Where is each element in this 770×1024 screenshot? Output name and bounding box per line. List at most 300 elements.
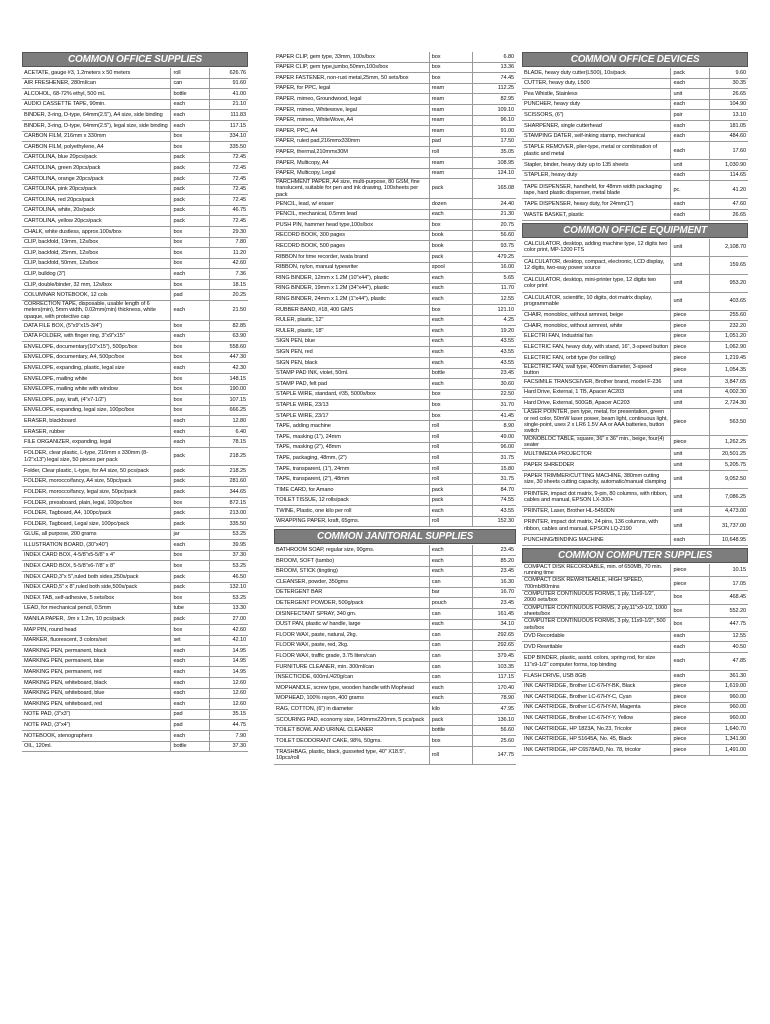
- item-unit: piece: [671, 331, 710, 342]
- item-price: 9.60: [710, 68, 748, 78]
- item-description: CLIP, bulldog (3"): [22, 269, 171, 280]
- item-price: 11.20: [210, 248, 248, 259]
- item-unit: roll: [429, 746, 473, 764]
- item-unit: pack: [171, 216, 210, 227]
- table-row: [274, 495, 516, 506]
- item-price: 7.90: [210, 730, 248, 741]
- item-description: FOLDER, morocco/fancy, A4 size, 50pc/pack: [22, 476, 171, 487]
- item-unit: each: [171, 416, 210, 427]
- item-unit: piece: [671, 352, 710, 363]
- table-row: [22, 426, 248, 437]
- item-unit: pack: [171, 448, 210, 466]
- item-price: 30.35: [710, 78, 748, 89]
- table-row: [22, 624, 248, 635]
- item-description: CHAIR, monobloc, without armrest, beige: [522, 310, 671, 321]
- item-unit: pad: [171, 720, 210, 731]
- item-price: 117.15: [210, 120, 248, 131]
- item-price: 39.95: [210, 540, 248, 551]
- table-row: [22, 163, 248, 174]
- item-unit: box: [171, 593, 210, 604]
- item-price: 147.75: [473, 746, 516, 764]
- item-price: 84.70: [473, 485, 516, 496]
- item-unit: unit: [671, 160, 710, 171]
- item-unit: unit: [671, 239, 710, 257]
- item-unit: each: [671, 209, 710, 220]
- table-row: [22, 677, 248, 688]
- item-description: CARBON FILM, 216mm x 330mm: [22, 131, 171, 142]
- item-price: 43.55: [473, 347, 516, 358]
- table-row: [274, 157, 516, 168]
- item-price: 72.45: [210, 152, 248, 163]
- item-price: 31.75: [473, 474, 516, 485]
- item-description: DATA FOLDER, with finger ring, 3"x9"x15": [22, 331, 171, 342]
- item-price: 1,054.35: [710, 363, 748, 377]
- item-description: TAPE DISPENSER, heavy duty, for 24mm(1"): [522, 199, 671, 210]
- table-row: [274, 220, 516, 231]
- item-description: MARKING PEN, whiteboard, red: [22, 699, 171, 710]
- item-price: 109.10: [473, 104, 516, 115]
- table-row: [522, 745, 748, 756]
- column-right: [522, 52, 748, 758]
- table-row: [522, 713, 748, 724]
- item-price: 281.60: [210, 476, 248, 487]
- item-description: PRINTER, Laser, Brother HL-5450DN: [522, 506, 671, 517]
- table-row: [274, 432, 516, 443]
- item-description: NOTE PAD, (3"x3"): [22, 709, 171, 720]
- table-row: [274, 693, 516, 704]
- table-row: [274, 273, 516, 284]
- item-unit: roll: [429, 421, 473, 432]
- item-price: 403.65: [710, 292, 748, 310]
- item-price: 12.60: [210, 699, 248, 710]
- section-header: COMMON JANITORIAL SUPPLIES: [274, 529, 516, 544]
- table-row: [522, 642, 748, 653]
- item-price: 479.25: [473, 251, 516, 262]
- item-price: 18.15: [210, 279, 248, 290]
- item-price: 42.10: [210, 635, 248, 646]
- item-price: 34.10: [473, 619, 516, 630]
- item-unit: box: [171, 237, 210, 248]
- item-price: 82.85: [210, 320, 248, 331]
- item-unit: bar: [429, 587, 473, 598]
- item-description: RING BINDER, 12mm x 1.2M (10"x44"), plastic: [274, 273, 429, 284]
- item-price: 37.30: [210, 550, 248, 561]
- item-unit: pack: [429, 251, 473, 262]
- item-description: PAPER CLIP, gem type, 33mm, 100s/box: [274, 52, 429, 62]
- item-description: CALCULATOR, desktop, compact, electronic, LCD display, 12 digits, two-way power source: [522, 256, 671, 274]
- table-row: [274, 83, 516, 94]
- item-unit: each: [171, 437, 210, 448]
- item-description: PAPER, thermal,210mmx30M: [274, 147, 429, 158]
- item-price: 1,051.20: [710, 331, 748, 342]
- item-unit: book: [429, 230, 473, 241]
- item-unit: each: [429, 273, 473, 284]
- item-price: 104.90: [710, 99, 748, 110]
- item-description: FACSIMILE TRANSCEIVER, Brother brand, model F-236: [522, 377, 671, 388]
- item-unit: each: [171, 656, 210, 667]
- item-description: STAPLE WIRE, standard, #35, 5000s/box: [274, 389, 429, 400]
- item-description: TWINE, Plastic, one kilo per roll: [274, 506, 429, 517]
- table-row: [22, 561, 248, 572]
- item-description: RAG, COTTON, (6") in diameter: [274, 704, 429, 715]
- item-unit: spool: [429, 262, 473, 273]
- table-row: [22, 476, 248, 487]
- item-unit: pack: [429, 485, 473, 496]
- item-description: PAPER FASTENER, non-rust metal,25mm, 50 sets/box: [274, 73, 429, 84]
- table-row: [274, 421, 516, 432]
- table-row: [274, 336, 516, 347]
- table-row: [22, 656, 248, 667]
- section-header: COMMON OFFICE DEVICES: [522, 52, 748, 67]
- item-unit: box: [171, 342, 210, 353]
- item-unit: each: [671, 671, 710, 682]
- item-description: CHAIR, monobloc, without armrest, white: [522, 321, 671, 332]
- item-unit: box: [671, 591, 710, 605]
- table-row: [22, 582, 248, 593]
- item-price: 218.25: [210, 448, 248, 466]
- item-price: 255.60: [710, 310, 748, 321]
- item-description: INK CARTRIDGE, HP C6578A/D, No. 78, tricolor: [522, 745, 671, 756]
- item-price: 20.75: [473, 220, 516, 231]
- item-unit: pouch: [429, 598, 473, 609]
- item-description: ENVELOPE, documentary(10"x15"), 500pc/box: [22, 342, 171, 353]
- item-price: 72.45: [210, 216, 248, 227]
- item-unit: box: [171, 561, 210, 572]
- item-unit: roll: [429, 463, 473, 474]
- item-unit: roll: [171, 68, 210, 78]
- item-price: 344.65: [210, 487, 248, 498]
- item-description: MARKING PEN, whiteboard, black: [22, 677, 171, 688]
- item-unit: bottle: [171, 89, 210, 100]
- item-price: 152.30: [473, 516, 516, 527]
- item-description: DATA FILE BOX, (5"x9"x15-3/4"): [22, 320, 171, 331]
- item-price: 335.50: [210, 519, 248, 530]
- item-unit: piece: [671, 681, 710, 692]
- table-row: [22, 487, 248, 498]
- item-description: DETERGENT BAR: [274, 587, 429, 598]
- table-row: [274, 566, 516, 577]
- table-row: [22, 572, 248, 583]
- item-unit: can: [429, 661, 473, 672]
- item-unit: pack: [171, 152, 210, 163]
- item-price: 626.76: [210, 68, 248, 78]
- section: [274, 529, 516, 764]
- table-row: [522, 470, 748, 488]
- item-unit: each: [429, 347, 473, 358]
- item-price: 42.60: [210, 624, 248, 635]
- item-unit: unit: [671, 377, 710, 388]
- item-price: 53.25: [210, 593, 248, 604]
- table-row: [522, 591, 748, 605]
- item-unit: each: [671, 535, 710, 546]
- item-price: 1,030.90: [710, 160, 748, 171]
- table-row: [522, 577, 748, 591]
- item-price: 16.70: [473, 587, 516, 598]
- table-row: [22, 89, 248, 100]
- item-description: STAPLE WIRE, 23/13: [274, 400, 429, 411]
- table-row: [274, 640, 516, 651]
- item-price: 2,724.30: [710, 398, 748, 409]
- table-row: [22, 519, 248, 530]
- item-price: 47.95: [473, 704, 516, 715]
- item-description: PARCHMENT PAPER, A4 size, multi-purpose, 80 GSM, fine translucent, suitable for pen and ink drawing, 100sheets per pack: [274, 179, 429, 199]
- item-description: MANILA PAPER, .9m x 1.2m, 10 pcs/pack: [22, 614, 171, 625]
- table-row: [22, 142, 248, 153]
- item-description: TAPE, transparent, (2"), 48mm: [274, 474, 429, 485]
- item-unit: each: [429, 506, 473, 517]
- item-unit: roll: [429, 147, 473, 158]
- item-description: INK CARTRIDGE, HP 1823A, No.23, Tricolor: [522, 723, 671, 734]
- item-unit: pack: [171, 195, 210, 206]
- item-unit: ream: [429, 126, 473, 137]
- item-unit: dozen: [429, 199, 473, 210]
- table-row: [522, 387, 748, 398]
- item-description: FOLDER, clear plastic, L-type, 216mm x 330mm (8-1/2"x13") legal size, 50 pieces per pack: [22, 448, 171, 466]
- item-description: RECORD BOOK, 500 pages: [274, 241, 429, 252]
- item-price: 23.45: [473, 545, 516, 555]
- item-description: FLOOR WAX, traffic grade, 3.75 liters/can: [274, 651, 429, 662]
- table-row: [274, 315, 516, 326]
- section-header: COMMON COMPUTER SUPPLIES: [522, 548, 748, 563]
- item-description: ELECTRIC FAN, heavy duty, with stand, 16", 3-speed button: [522, 342, 671, 353]
- item-description: TOILET TISSUE, 12 rolls/pack: [274, 495, 429, 506]
- table-row: [22, 363, 248, 374]
- table-row: [22, 331, 248, 342]
- item-price: 7,086.25: [710, 488, 748, 506]
- item-price: 26.65: [710, 89, 748, 100]
- table-row: [522, 120, 748, 131]
- table-row: [22, 352, 248, 363]
- item-unit: each: [429, 315, 473, 326]
- table-row: [274, 347, 516, 358]
- item-description: PENCIL, lead, w/ eraser: [274, 199, 429, 210]
- item-description: ALCOHOL, 68-72% ethyl, 500 mL: [22, 89, 171, 100]
- item-unit: can: [429, 651, 473, 662]
- table-row: [274, 714, 516, 725]
- item-price: 12.55: [710, 631, 748, 642]
- item-unit: ream: [429, 168, 473, 179]
- item-description: BLADE, heavy duty cutter(L500), 10s/pack: [522, 68, 671, 78]
- item-description: STAPLER, heavy duty: [522, 170, 671, 181]
- item-description: STAPLE WIRE, 23/17: [274, 410, 429, 421]
- item-description: TAPE, transparent, (1"), 24mm: [274, 463, 429, 474]
- item-unit: each: [171, 301, 210, 321]
- items-table: [274, 52, 516, 527]
- table-row: [274, 556, 516, 567]
- item-price: 17.05: [710, 577, 748, 591]
- item-unit: piece: [671, 435, 710, 449]
- item-description: INK CARTRIDGE, Brother LC-67HY-BK, Black: [522, 681, 671, 692]
- table-row: [522, 331, 748, 342]
- item-unit: roll: [429, 516, 473, 527]
- item-unit: each: [671, 642, 710, 653]
- table-row: [22, 730, 248, 741]
- item-unit: box: [429, 62, 473, 73]
- table-row: [274, 62, 516, 73]
- item-unit: bottle: [171, 741, 210, 752]
- table-row: [22, 699, 248, 710]
- table-row: [522, 692, 748, 703]
- table-row: [522, 292, 748, 310]
- item-price: 161.45: [473, 608, 516, 619]
- table-row: [22, 248, 248, 259]
- item-description: PAPER, for PPC, legal: [274, 83, 429, 94]
- table-row: [22, 120, 248, 131]
- item-price: 22.50: [473, 389, 516, 400]
- table-row: [22, 152, 248, 163]
- table-row: [22, 373, 248, 384]
- item-description: CARTOLINA, green 20pcs/pack: [22, 163, 171, 174]
- item-price: 35.15: [210, 709, 248, 720]
- item-description: Folder, Clear plastic, L-type, for A4 size, 50 pcs/pack: [22, 466, 171, 477]
- item-description: Hard Drive, External, 1 TB, Apacer AC203: [522, 387, 671, 398]
- item-description: INSECTICIDE, 600ml./420g/can: [274, 672, 429, 683]
- item-price: 447.30: [210, 352, 248, 363]
- table-row: [274, 389, 516, 400]
- item-description: CHALK, white dustless, approx.100s/box: [22, 226, 171, 237]
- item-price: 14.95: [210, 646, 248, 657]
- section: [522, 548, 748, 756]
- item-price: 148.15: [210, 373, 248, 384]
- table-row: [522, 671, 748, 682]
- item-price: 111.83: [210, 110, 248, 121]
- item-unit: box: [171, 352, 210, 363]
- table-row: [522, 142, 748, 160]
- item-description: DVD Rewritable: [522, 642, 671, 653]
- item-unit: pc.: [671, 181, 710, 199]
- item-unit: each: [171, 363, 210, 374]
- table-row: [274, 52, 516, 62]
- item-unit: each: [429, 336, 473, 347]
- items-table: [274, 545, 516, 764]
- item-description: RIBBON, nylon, manual typewriter: [274, 262, 429, 273]
- table-row: [22, 205, 248, 216]
- table-row: [274, 442, 516, 453]
- item-description: FOLDER, morocco/fancy, legal size, 50pc/pack: [22, 487, 171, 498]
- item-description: TAPE, adding machine: [274, 421, 429, 432]
- item-description: CARTOLINA, yellow 20pcs/pack: [22, 216, 171, 227]
- item-price: 1,491.00: [710, 745, 748, 756]
- item-unit: each: [171, 331, 210, 342]
- item-unit: ream: [429, 83, 473, 94]
- table-row: [522, 310, 748, 321]
- item-description: CALCULATOR, desktop, adding machine type, 12 digits two color print, MP-1200 FTS: [522, 239, 671, 257]
- item-description: INK CARTRIDGE, HP 51645A, No. 45, Black: [522, 734, 671, 745]
- item-unit: pack: [171, 614, 210, 625]
- item-price: 31,737.00: [710, 517, 748, 535]
- item-description: INDEX CARD BOX, 5-5/8"x6-7/8" x 8": [22, 561, 171, 572]
- item-description: DISINFECTANT SPRAY, 340 gm.: [274, 608, 429, 619]
- table-row: [522, 618, 748, 632]
- item-price: 117.15: [473, 672, 516, 683]
- item-unit: each: [171, 269, 210, 280]
- table-row: [522, 734, 748, 745]
- table-row: [22, 226, 248, 237]
- item-unit: box: [171, 373, 210, 384]
- item-price: 132.10: [210, 582, 248, 593]
- table-row: [274, 630, 516, 641]
- item-price: 3,847.65: [710, 377, 748, 388]
- item-description: PAPER, mimeo, Whitewove, legal: [274, 104, 429, 115]
- item-price: 953.20: [710, 274, 748, 292]
- item-description: PAPER, mimeo, Groundwood, legal: [274, 94, 429, 105]
- item-unit: each: [671, 170, 710, 181]
- item-price: 30.60: [473, 379, 516, 390]
- section: [522, 223, 748, 546]
- table-row: [22, 320, 248, 331]
- table-row: [22, 279, 248, 290]
- table-row: [522, 723, 748, 734]
- item-unit: box: [171, 624, 210, 635]
- item-price: 72.45: [210, 195, 248, 206]
- table-row: [274, 294, 516, 305]
- item-description: CLIP, backfold, 25mm, 12s/box: [22, 248, 171, 259]
- item-unit: box: [171, 279, 210, 290]
- item-description: MARKING PEN, permanent, red: [22, 667, 171, 678]
- table-row: [274, 126, 516, 137]
- item-description: ELECTRI FAN, Industrial fan: [522, 331, 671, 342]
- item-price: 16.00: [473, 262, 516, 273]
- item-description: FOLDER, pressboard, plain, legal, 100pc/box: [22, 497, 171, 508]
- table-row: [522, 274, 748, 292]
- table-row: [522, 89, 748, 100]
- item-price: 12.80: [210, 416, 248, 427]
- item-description: SIGN PEN, black: [274, 357, 429, 368]
- item-description: MARKING PEN, whiteboard, blue: [22, 688, 171, 699]
- item-description: ERASER, rubber: [22, 426, 171, 437]
- table-row: [274, 516, 516, 527]
- item-unit: can: [429, 672, 473, 683]
- item-price: 872.15: [210, 497, 248, 508]
- section-header: COMMON OFFICE EQUIPMENT: [522, 223, 748, 238]
- item-description: CORRECTION TAPE, disposable, usable length of 6 meters(min), 5mm width, 0.02mm(min) thickness, white opaque, with protective cap: [22, 301, 171, 321]
- table-row: [22, 709, 248, 720]
- item-description: CARBON FILM, polyethylene, A4: [22, 142, 171, 153]
- table-row: [22, 68, 248, 78]
- item-description: FOLDER, Tagboard, A4, 100pc/pack: [22, 508, 171, 519]
- item-unit: each: [171, 699, 210, 710]
- item-price: 334.10: [210, 131, 248, 142]
- item-description: SIGN PEN, blue: [274, 336, 429, 347]
- item-description: COLUMNAR NOTEBOOK, 12 cols: [22, 290, 171, 301]
- item-price: 12.60: [210, 677, 248, 688]
- item-description: ELECTRIC FAN, orbit type (for ceiling): [522, 352, 671, 363]
- item-price: 5,205.75: [710, 460, 748, 471]
- item-price: 20,501.25: [710, 449, 748, 460]
- table-row: [274, 368, 516, 379]
- item-price: 6.80: [473, 52, 516, 62]
- item-price: 20.25: [210, 290, 248, 301]
- item-unit: each: [429, 326, 473, 337]
- table-row: [274, 357, 516, 368]
- item-description: STAMP PAD INK, violet, 50ml.: [274, 368, 429, 379]
- item-unit: box: [671, 618, 710, 632]
- table-row: [274, 326, 516, 337]
- table-row: [274, 683, 516, 694]
- item-price: 960.00: [710, 692, 748, 703]
- item-unit: pack: [171, 184, 210, 195]
- item-description: FILE ORGANIZER, expanding, legal: [22, 437, 171, 448]
- table-row: [22, 603, 248, 614]
- item-unit: each: [671, 653, 710, 671]
- items-table: [522, 239, 748, 546]
- item-description: OIL, 120ml.: [22, 741, 171, 752]
- item-description: PUNCHING/BINDING MACHINE: [522, 535, 671, 546]
- item-description: PRINTER, impact dot matrix, 9-pin, 80 columns, with ribbon, cables and manual, EPSON LX-300+: [522, 488, 671, 506]
- item-description: CLIP, backfold, 19mm, 12s/box: [22, 237, 171, 248]
- item-description: FLOOR WAX, paste, red, 2kg.: [274, 640, 429, 651]
- item-price: 121.10: [473, 304, 516, 315]
